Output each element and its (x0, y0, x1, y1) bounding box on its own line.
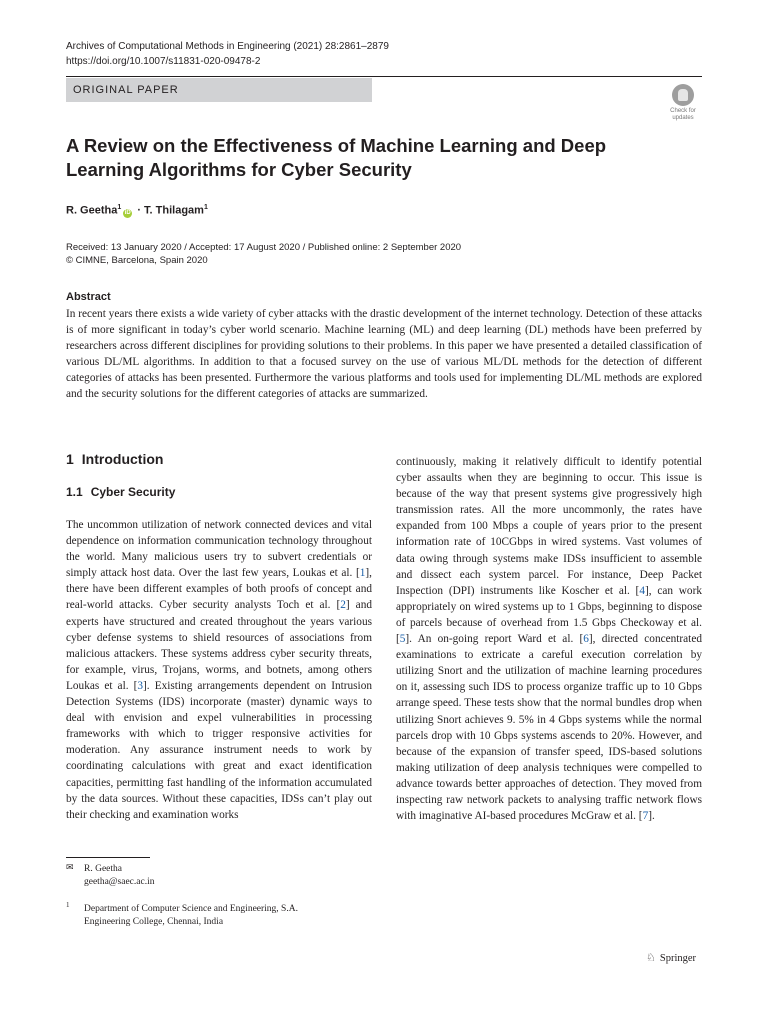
affiliation-number: 1 (66, 901, 70, 909)
citation-link[interactable]: 2 (340, 599, 346, 612)
author-list (66, 204, 208, 218)
paper-title: A Review on the Effectiveness of Machine Learning and Deep Learning Algorithms for Cyber Security (66, 135, 607, 180)
publisher-name: Springer (659, 953, 697, 964)
check-for-updates-badge[interactable] (662, 84, 704, 124)
article-type-label: ORIGINAL PAPER (66, 78, 372, 102)
publication-dates: Received: 13 January 2020 / Accepted: 17 August 2020 / Published online: 2 September 2020 (66, 242, 462, 253)
copyright-notice: © CIMNE, Barcelona, Spain 2020 (66, 255, 208, 266)
section-heading (66, 451, 163, 467)
envelope-icon: ✉ (66, 862, 74, 872)
footnote-divider (66, 857, 150, 858)
check-badge-line1: Check for (670, 108, 696, 114)
publisher-logo (646, 951, 696, 964)
subsection-number: 1.1 (66, 485, 83, 499)
doi-link[interactable]: https://doi.org/10.1007/s11831-020-09478-2 (66, 56, 261, 67)
author-affiliation-mark: 1 (117, 204, 122, 211)
orcid-icon[interactable]: iD (124, 209, 131, 216)
citation-link[interactable]: 4 (639, 584, 645, 597)
subsection-title: Cyber Security (90, 485, 176, 499)
citation-link[interactable]: 1 (359, 567, 366, 580)
citation-link[interactable]: 5 (399, 633, 406, 646)
correspondence-name: R. Geetha (84, 864, 122, 874)
citation-link[interactable]: 6 (583, 633, 589, 646)
header-divider (66, 76, 702, 77)
journal-citation: Archives of Computational Methods in Engineering (2021) 28:2861–2879 (66, 41, 389, 52)
springer-horse-icon: ♘ (646, 952, 656, 964)
author-name[interactable]: T. Thilagam (144, 204, 204, 217)
check-badge-line2: updates (672, 115, 694, 121)
abstract-text: In recent years there exists a wide variety of cyber attacks with the drastic development of the internet technology. Detection of these attacks is of more significant in today’s cyber world scenario. Machine learning (ML) and deep learning (DL) methods have been preferred by researchers across different disciplines for providing solutions to their problems. In this paper we have presented a detailed classification of various DL/ML algorithms. In addition to that a focused survey on the use of various ML/DL methods for the detection of different categories of attacks has been presented. Furthermore the various platforms and tools used for implementing DL/ML methods are explored and the security solutions for the different categories of attacks are summarized. (66, 308, 702, 400)
abstract-heading: Abstract (66, 291, 111, 303)
affiliation-line: Engineering College, Chennai, India (84, 917, 224, 927)
citation-link[interactable]: 7 (642, 810, 649, 823)
affiliation-line: Department of Computer Science and Engineering, S.A. (84, 904, 298, 914)
subsection-heading (66, 485, 175, 499)
check-for-updates-text (662, 108, 704, 122)
section-number: 1 (66, 451, 74, 467)
author-separator: · (134, 204, 145, 217)
body-column-left: The uncommon utilization of network connected devices and vital dependence on information communication technology throughout the world. Many malicious users try to subvert credentials or simply attack host data. Over the last few years, Loukas et al. [1], there have been different examples of both proofs of concept and real-world attacks. Cyber security analysts Toch et al. [2] and experts have structured and created throughout the years various cyber defense systems to shield resources of associations from malicious attackers. These systems address cyber security threats, for example, virus, Trojans, worms, and botnets, among others Loukas et al. [3]. Existing arrangements dependent on Intrusion Detection Systems (IDS) incorporate (master) dynamic ways to deal with envision and expel vulnerabilities in processing frameworks with which to trigger responsive activities for moderation. Any assurance instrument needs to work by coordinating calculations with great and exact identification capacities, permitting fast handling of the information accumulated by the data sources. Without these capacities, IDSs can’t play out their checking and examination works (66, 519, 372, 821)
correspondence-email[interactable]: geetha@saec.ac.in (84, 877, 155, 887)
author-name[interactable]: R. Geetha (66, 204, 118, 217)
check-for-updates-icon (672, 84, 694, 106)
section-title: Introduction (81, 451, 164, 467)
author-affiliation-mark: 1 (203, 204, 208, 211)
body-column-right: continuously, making it relatively difficult to identify potential cyber assaults when they are beginning to occur. This issue is because of the way that present systems give progressively high transmission rates. All the more uncommonly, the rates have expanded from 100 Mbps a couple of years prior to the present information rate of 10CGbps in wired systems. Vast volumes of data owing through systems make IDSs insufficient to assemble and dissect each system parcel. For instance, Deep Packet Inspection (DPI) instruments like Koscher et al. [4], can work appropriately on wired systems up to 1 Gbps, beginning to dispose of parcels because of overhead from 1.5 Gbps Checkoway et al. [5]. An on-going report Ward et al. [6], directed concentrated examinations to extricate a careful execution correlation by utilizing Snort and the utilization of machine learning procedures on it, assessing such IDS to process organize traffic up to 10 Gbps arrange speed. These tests show that the normal bundles drop when utilizing Snort achieves 9. 5% in 4 Gbps systems while the normal parcels drop with 10 Gbps systems ascends to 20%. However, and because of the expansion of transfer speed, IDS-based solutions making utilization of deep analysis techniques were compelled to advance towards better approaches of detection. They moved from inspecting raw network packets to analysing traffic network flows with imaginative AI-based procedures McGraw et al. [7]. (396, 456, 702, 823)
citation-link[interactable]: 3 (137, 679, 144, 692)
